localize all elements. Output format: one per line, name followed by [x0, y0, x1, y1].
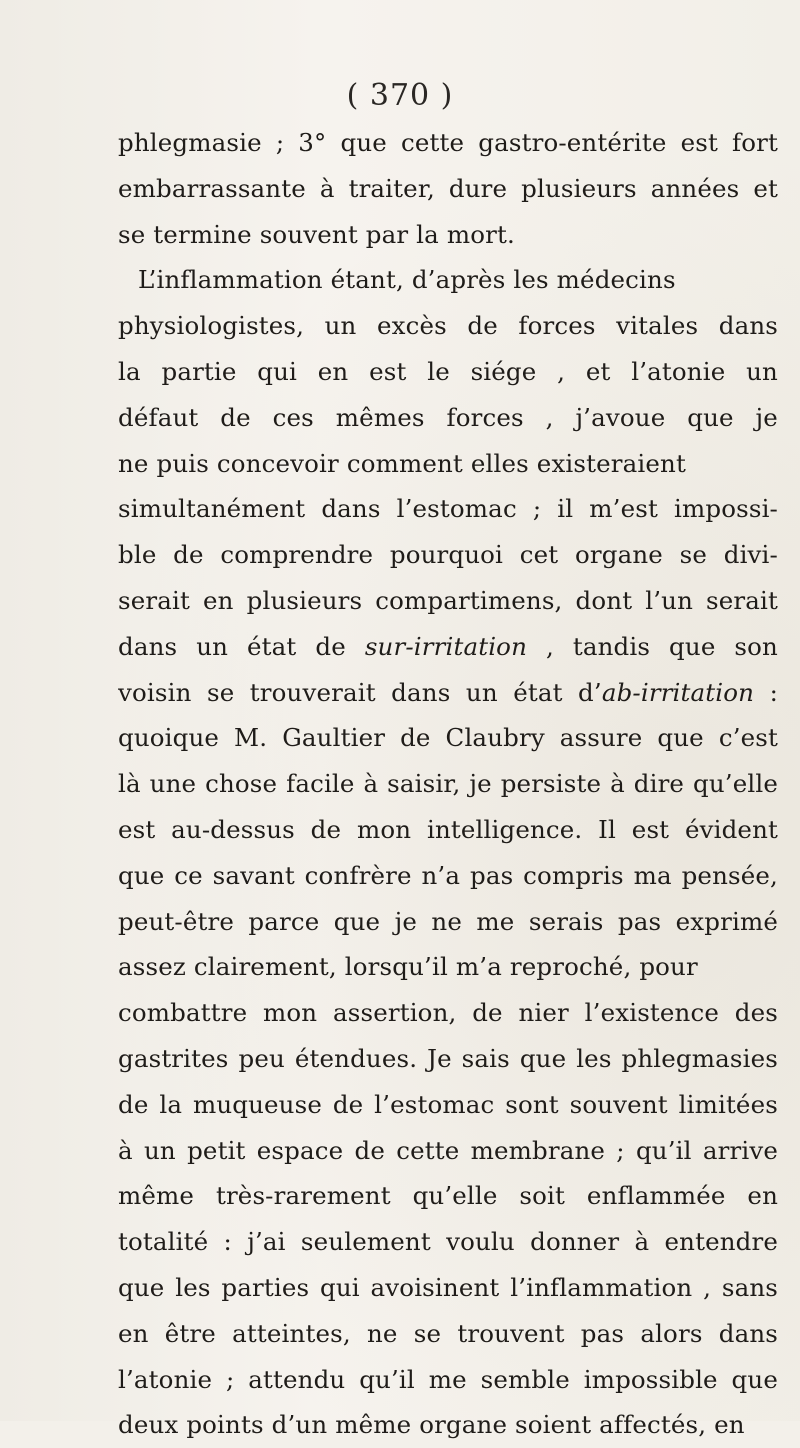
text-segment: physiologistes, un excès de forces vitales dans — [118, 311, 778, 341]
text-line — [118, 1265, 778, 1311]
text-segment: assez clairement, lorsqu’il m’a reproché, pour — [118, 952, 698, 982]
text-line — [118, 120, 778, 166]
text-line — [118, 1082, 778, 1128]
text-line — [118, 761, 778, 807]
text-segment: défaut de ces mêmes forces , j’avoue que je — [118, 402, 778, 432]
text-segment: est au-dessus de mon intelligence. Il est évident — [118, 814, 778, 844]
text-line — [118, 1036, 778, 1082]
text-line — [118, 944, 778, 990]
text-segment: L’inflammation étant, d’après les médecins — [138, 265, 676, 295]
text-line — [118, 853, 778, 899]
text-line — [118, 212, 778, 258]
text-segment: ble de comprendre pourquoi cet organe se divi- — [118, 540, 778, 570]
text-line — [118, 532, 778, 578]
text-segment: ne puis concevoir comment elles existeraient — [118, 448, 686, 478]
text-segment: voisin se trouverait dans un état d’ — [118, 677, 602, 707]
text-segment: la partie qui en est le siége , et l’atonie un — [118, 356, 778, 386]
text-segment: que ce savant confrère n’a pas compris ma pensée, — [118, 860, 778, 890]
text-segment: embarrassante à traiter, dure plusieurs années et — [118, 173, 778, 203]
text-segment: totalité : j’ai seulement voulu donner à entendre — [118, 1227, 778, 1257]
text-line — [118, 1128, 778, 1174]
text-line — [118, 1311, 778, 1357]
text-segment: là une chose facile à saisir, je persiste à dire qu’elle — [118, 769, 778, 799]
text-segment: à un petit espace de cette membrane ; qu’il arrive — [118, 1135, 778, 1165]
text-segment: combattre mon assertion, de nier l’existence des — [118, 998, 778, 1028]
text-line — [118, 395, 778, 441]
text-segment: même très-rarement qu’elle soit enflammée en — [118, 1181, 778, 1211]
text-segment: serait en plusieurs compartimens, dont l’un serait — [118, 585, 778, 615]
text-segment: l’atonie ; attendu qu’il me semble impossible que — [118, 1364, 778, 1394]
text-segment: gastrites peu étendues. Je sais que les phlegmasies — [118, 1043, 778, 1073]
text-line — [118, 257, 778, 303]
text-line — [118, 1357, 778, 1403]
text-segment: que les parties qui avoisinent l’inflammation , sans — [118, 1272, 778, 1302]
body-text — [118, 120, 778, 1448]
text-segment: phlegmasie ; 3° que cette gastro-entérite est fort — [118, 128, 778, 157]
text-line — [118, 441, 778, 487]
text-line — [118, 670, 778, 716]
text-line — [118, 715, 778, 761]
text-line — [118, 1219, 778, 1265]
text-line — [118, 990, 778, 1036]
text-line — [118, 899, 778, 945]
text-line — [118, 166, 778, 212]
text-line — [118, 624, 778, 670]
text-line — [118, 486, 778, 532]
text-line — [118, 1402, 778, 1448]
text-line — [118, 303, 778, 349]
page-number: ( 370 ) — [346, 78, 454, 113]
text-segment: se termine souvent par la mort. — [118, 219, 515, 249]
text-segment: en être atteintes, ne se trouvent pas alors dans — [118, 1318, 778, 1348]
text-segment: quoique M. Gaultier de Claubry assure que c’est — [118, 723, 778, 753]
text-line — [118, 807, 778, 853]
italic-term: ab-irritation — [601, 677, 755, 707]
text-line — [118, 578, 778, 624]
text-segment: simultanément dans l’estomac ; il m’est impossi- — [118, 494, 778, 524]
italic-term: sur-irritation — [364, 631, 528, 661]
text-segment: de la muqueuse de l’estomac sont souvent limitées — [118, 1089, 778, 1119]
text-segment: peut-être parce que je ne me serais pas exprimé — [118, 906, 778, 936]
text-line — [118, 1173, 778, 1219]
text-segment: dans un état de — [118, 631, 365, 661]
text-segment: deux points d’un même organe soient affectés, en — [118, 1410, 745, 1440]
text-segment: : — [754, 677, 778, 707]
text-segment: , tandis que son — [527, 631, 778, 661]
text-line — [118, 349, 778, 395]
